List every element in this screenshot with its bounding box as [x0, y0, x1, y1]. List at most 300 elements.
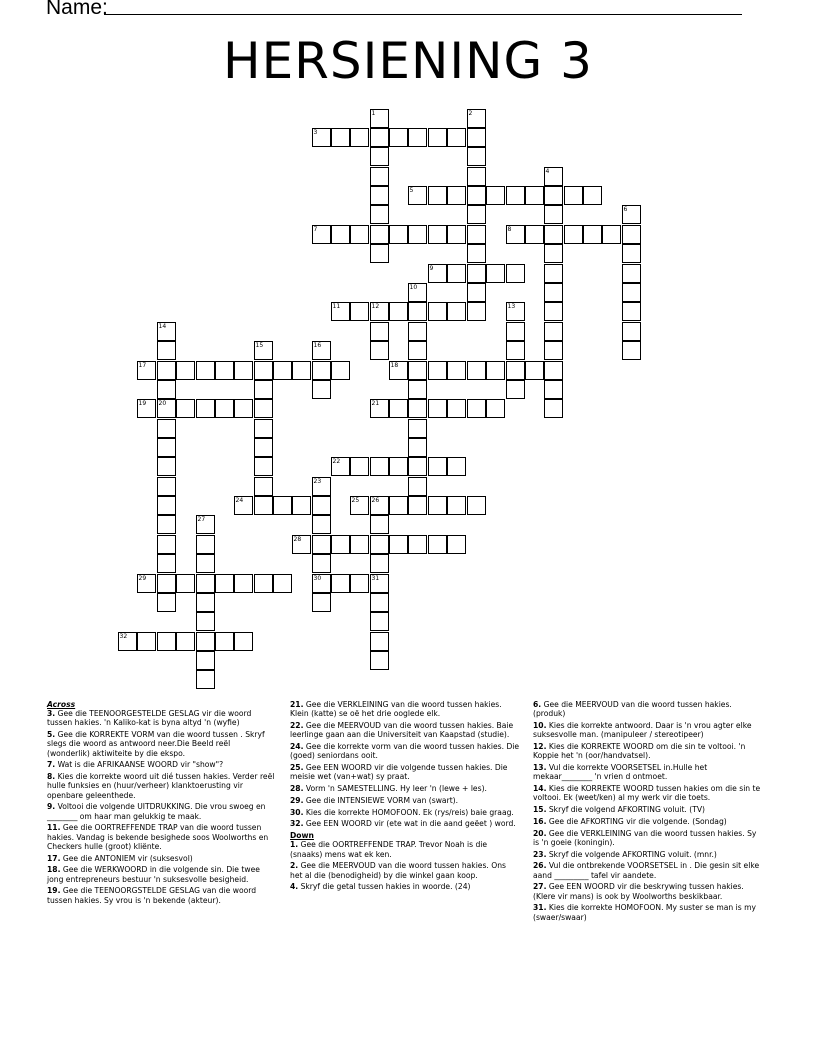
grid-cell[interactable]	[215, 361, 234, 380]
grid-cell[interactable]	[408, 361, 427, 380]
clue-item	[47, 886, 275, 904]
clue-number: 5.	[47, 730, 56, 740]
clue-item	[290, 861, 520, 879]
clue-number-label: 4	[545, 167, 550, 175]
clue-text: Gee die MEERVOUD van die woord tussen hakies. (produk)	[533, 700, 732, 719]
clue-number: 19.	[47, 886, 61, 896]
clue-text: Gee EEN WOORD vir die volgende tussen hakies. Die meisie wet (van+wat) sy praat.	[290, 763, 508, 782]
grid-cell[interactable]	[428, 535, 447, 554]
grid-cell[interactable]	[370, 341, 389, 360]
grid-cell[interactable]	[428, 457, 447, 476]
grid-cell[interactable]	[622, 283, 641, 302]
grid-cell[interactable]	[292, 361, 311, 380]
grid-cell[interactable]	[331, 535, 350, 554]
clue-number-label: 14	[158, 322, 167, 330]
grid-cell[interactable]	[564, 186, 583, 205]
grid-cell[interactable]	[506, 264, 525, 283]
grid-cell[interactable]	[157, 341, 176, 360]
grid-cell[interactable]	[486, 264, 505, 283]
clue-item	[290, 700, 520, 718]
clue-text: Voltooi die volgende UITDRUKKING. Die vrou swoeg en ________ om haar man gelukkig te maak.	[47, 802, 266, 821]
grid-cell[interactable]	[196, 632, 215, 651]
grid-cell[interactable]	[234, 574, 253, 593]
clue-item	[47, 802, 275, 820]
clue-number: 8.	[47, 772, 56, 782]
clue-number: 15.	[533, 805, 547, 814]
grid-cell[interactable]	[447, 264, 466, 283]
clue-text: Gee die korrekte vorm van die woord tussen hakies. Die (goed) seniordans ooit.	[290, 742, 520, 761]
clues-column-2	[290, 700, 520, 894]
grid-cell[interactable]	[467, 128, 486, 147]
grid-cell[interactable]	[331, 574, 350, 593]
grid-cell[interactable]	[176, 632, 195, 651]
clue-number-label: 8	[507, 225, 512, 233]
grid-cell[interactable]	[196, 670, 215, 689]
clue-number: 29.	[290, 795, 304, 805]
clue-item	[290, 763, 520, 781]
clue-text: Gee die VERKLEINING van die woord tussen hakies. Klein (katte) se oë het drie ooglede elk.	[290, 700, 502, 719]
grid-cell[interactable]	[486, 186, 505, 205]
grid-cell[interactable]	[408, 438, 427, 457]
grid-cell[interactable]	[234, 361, 253, 380]
clue-number: 32.	[290, 819, 304, 829]
clue-item	[47, 823, 275, 851]
grid-cell[interactable]	[428, 225, 447, 244]
grid-cell[interactable]	[370, 167, 389, 186]
grid-cell[interactable]	[544, 283, 563, 302]
grid-cell[interactable]	[544, 225, 563, 244]
clue-number: 10.	[533, 721, 547, 730]
grid-cell[interactable]	[544, 186, 563, 205]
grid-cell[interactable]	[157, 593, 176, 612]
grid-cell[interactable]	[544, 264, 563, 283]
clue-item	[533, 850, 763, 859]
grid-cell[interactable]	[176, 399, 195, 418]
grid-cell[interactable]	[370, 651, 389, 670]
grid-cell[interactable]	[447, 457, 466, 476]
clue-text: Skryf die volgende AFKORTING voluit. (mnr.)	[546, 849, 717, 859]
grid-cell[interactable]	[370, 612, 389, 631]
grid-cell[interactable]	[544, 380, 563, 399]
grid-cell[interactable]	[447, 535, 466, 554]
clue-number-label: 1	[371, 109, 376, 117]
grid-cell[interactable]	[622, 225, 641, 244]
grid-cell[interactable]	[370, 225, 389, 244]
grid-cell[interactable]	[370, 593, 389, 612]
grid-cell[interactable]	[408, 225, 427, 244]
grid-cell[interactable]	[525, 361, 544, 380]
grid-cell[interactable]	[408, 322, 427, 341]
name-label-text: Name:	[46, 0, 108, 19]
grid-cell[interactable]	[273, 361, 292, 380]
clue-number-label: 9	[429, 264, 434, 272]
grid-cell[interactable]	[544, 341, 563, 360]
grid-cell[interactable]	[196, 399, 215, 418]
grid-cell[interactable]	[602, 225, 621, 244]
clue-number: 18.	[47, 865, 61, 875]
grid-cell[interactable]	[447, 128, 466, 147]
clue-number-label: 19	[138, 399, 147, 407]
clue-number: 7.	[47, 760, 56, 770]
clue-item	[47, 730, 275, 758]
grid-cell[interactable]	[370, 244, 389, 263]
grid-cell[interactable]	[447, 361, 466, 380]
clue-text: Kies die korrekte HOMOFOON. My suster se man is my (swaer/swaar)	[533, 903, 756, 922]
clue-text: Gee die TEENOORGESTELDE GESLAG vir die woord tussen hakies. 'n Kaliko-kat is byna altyd 'n (wyfie)	[47, 709, 252, 728]
grid-cell[interactable]	[254, 380, 273, 399]
grid-cell[interactable]	[157, 457, 176, 476]
grid-cell[interactable]	[196, 554, 215, 573]
clue-number: 13.	[533, 763, 547, 772]
grid-cell[interactable]	[408, 302, 427, 321]
grid-cell[interactable]	[157, 535, 176, 554]
grid-cell[interactable]	[467, 225, 486, 244]
clue-number-label: 7	[313, 225, 318, 233]
clue-item	[290, 742, 520, 760]
grid-cell[interactable]	[486, 361, 505, 380]
clue-item	[290, 796, 520, 805]
grid-cell[interactable]	[196, 535, 215, 554]
grid-cell[interactable]	[389, 399, 408, 418]
grid-cell[interactable]	[544, 361, 563, 380]
clue-text: Kies die korrekte HOMOFOON. Ek (rys/reis) baie graag.	[303, 807, 514, 817]
grid-cell[interactable]	[157, 632, 176, 651]
grid-cell[interactable]	[408, 477, 427, 496]
grid-cell[interactable]	[157, 477, 176, 496]
grid-cell[interactable]	[273, 574, 292, 593]
grid-cell[interactable]	[525, 186, 544, 205]
grid-cell[interactable]	[389, 535, 408, 554]
grid-cell[interactable]	[428, 399, 447, 418]
grid-cell[interactable]	[196, 612, 215, 631]
grid-cell[interactable]	[350, 225, 369, 244]
grid-cell[interactable]	[254, 438, 273, 457]
grid-cell[interactable]	[408, 535, 427, 554]
clue-text: Gee die KORREKTE VORM van die woord tussen . Skryf slegs die woord as antwoord neer.Die Beeld reël (wonderlik) aktiwiteite by die ekspo.	[47, 730, 265, 758]
grid-cell[interactable]	[447, 399, 466, 418]
clue-number: 9.	[47, 802, 56, 812]
clue-number-label: 2	[468, 109, 473, 117]
clue-number-label: 11	[332, 302, 341, 310]
clue-text: Gee die INTENSIEWE VORM van (swart).	[303, 795, 459, 805]
clue-item	[47, 760, 275, 769]
grid-cell[interactable]	[370, 554, 389, 573]
grid-cell[interactable]	[331, 225, 350, 244]
grid-cell[interactable]	[215, 399, 234, 418]
grid-cell[interactable]	[370, 322, 389, 341]
clue-number: 14.	[533, 784, 547, 793]
clue-text: Kies die korrekte antwoord. Daar is 'n vrou agter elke suksesvolle man. (manipuleer / stereotipeer)	[533, 721, 752, 740]
grid-cell[interactable]	[254, 419, 273, 438]
clue-item	[533, 721, 763, 739]
grid-cell[interactable]	[234, 399, 253, 418]
grid-cell[interactable]	[157, 496, 176, 515]
clue-number: 2.	[290, 861, 299, 871]
clue-number: 25.	[290, 763, 304, 772]
clue-number-label: 18	[390, 361, 399, 369]
clue-number: 21.	[290, 700, 304, 709]
grid-cell[interactable]	[176, 361, 195, 380]
clue-number: 11.	[47, 823, 61, 833]
clue-number: 28.	[290, 784, 304, 793]
grid-cell[interactable]	[350, 128, 369, 147]
grid-cell[interactable]	[428, 496, 447, 515]
clue-item	[47, 772, 275, 800]
grid-cell[interactable]	[467, 167, 486, 186]
grid-cell[interactable]	[583, 225, 602, 244]
clue-number-label: 22	[332, 457, 341, 465]
grid-cell[interactable]	[622, 322, 641, 341]
clue-text: Gee die OORTREFFENDE TRAP. Trevor Noah is die (snaaks) mens wat ek ken.	[290, 840, 488, 859]
grid-cell[interactable]	[467, 496, 486, 515]
clue-text: Gee die WERKWOORD in die volgende sin. Die twee jong entrepreneurs bestuur 'n suksesvolle besigheid.	[47, 865, 260, 884]
grid-cell[interactable]	[506, 341, 525, 360]
grid-cell[interactable]	[370, 632, 389, 651]
grid-cell[interactable]	[312, 515, 331, 534]
clue-text: Kies die KORREKTE WOORD om die sin te voltooi. 'n Koppie het 'n (oor/handvatsel).	[533, 742, 746, 761]
grid-cell[interactable]	[467, 147, 486, 166]
clue-number-label: 3	[313, 128, 318, 136]
clue-item	[533, 700, 763, 718]
clue-text: Gee die AFKORTING vir die volgende. (Sondag)	[546, 816, 727, 826]
clue-number: 12.	[533, 742, 547, 751]
clue-text: Skryf die getal tussen hakies in woorde. (24)	[298, 882, 471, 892]
grid-cell[interactable]	[622, 341, 641, 360]
clue-text: Wat is die AFRIKAANSE WOORD vir "show"?	[55, 760, 224, 770]
grid-cell[interactable]	[544, 302, 563, 321]
grid-cell[interactable]	[215, 632, 234, 651]
grid-cell[interactable]	[196, 361, 215, 380]
grid-cell[interactable]	[447, 302, 466, 321]
clue-item	[290, 840, 520, 858]
grid-cell[interactable]	[428, 302, 447, 321]
grid-cell[interactable]	[254, 496, 273, 515]
grid-cell[interactable]	[157, 574, 176, 593]
clue-item	[290, 882, 520, 891]
grid-cell[interactable]	[467, 302, 486, 321]
grid-cell[interactable]	[234, 632, 253, 651]
grid-cell[interactable]	[544, 205, 563, 224]
clue-number-label: 25	[351, 496, 360, 504]
clue-section-header: Across	[47, 700, 76, 709]
grid-cell[interactable]	[447, 186, 466, 205]
clue-number-label: 12	[371, 302, 380, 310]
clue-number-label: 23	[313, 477, 322, 485]
grid-cell[interactable]	[350, 302, 369, 321]
clue-number-label: 24	[235, 496, 244, 504]
clue-item	[533, 861, 763, 879]
grid-cell[interactable]	[408, 457, 427, 476]
grid-cell[interactable]	[350, 535, 369, 554]
grid-cell[interactable]	[254, 361, 273, 380]
grid-cell[interactable]	[389, 302, 408, 321]
grid-cell[interactable]	[157, 361, 176, 380]
clues-column-1	[47, 700, 275, 907]
grid-cell[interactable]	[389, 225, 408, 244]
clue-text: Skryf die volgend AFKORTING voluit. (TV)	[546, 805, 706, 814]
grid-cell[interactable]	[254, 457, 273, 476]
grid-cell[interactable]	[428, 128, 447, 147]
grid-cell[interactable]	[157, 554, 176, 573]
grid-cell[interactable]	[544, 322, 563, 341]
grid-cell[interactable]	[312, 593, 331, 612]
clue-item	[47, 709, 275, 727]
grid-cell[interactable]	[428, 361, 447, 380]
clue-item	[533, 903, 763, 921]
clue-number-label: 29	[138, 574, 147, 582]
grid-cell[interactable]	[622, 302, 641, 321]
clues-column-3	[533, 700, 763, 924]
clue-item	[533, 817, 763, 826]
clue-number-label: 6	[623, 205, 628, 213]
grid-cell[interactable]	[506, 361, 525, 380]
grid-cell[interactable]	[583, 186, 602, 205]
grid-cell[interactable]	[506, 322, 525, 341]
clue-number: 27.	[533, 882, 547, 892]
grid-cell[interactable]	[622, 244, 641, 263]
clue-text: Kies die KORREKTE WOORD tussen hakies om die sin te voltooi. Ek (weet/ken) al my werk vir die toets.	[533, 784, 761, 803]
clue-number: 20.	[533, 828, 547, 838]
clue-number-label: 26	[371, 496, 380, 504]
grid-cell[interactable]	[157, 380, 176, 399]
clue-item	[533, 805, 763, 814]
grid-cell[interactable]	[467, 361, 486, 380]
grid-cell[interactable]	[447, 496, 466, 515]
grid-cell[interactable]	[370, 535, 389, 554]
clue-item	[290, 819, 520, 828]
grid-cell[interactable]	[370, 515, 389, 534]
clue-text: Gee die MEERVOUD van die woord tussen hakies. Ons het al die (benodigheid) by die winkel gaan koop.	[290, 861, 507, 880]
clue-number-label: 13	[507, 302, 516, 310]
clue-item	[47, 865, 275, 883]
clue-item	[533, 882, 763, 900]
grid-cell[interactable]	[312, 380, 331, 399]
grid-cell[interactable]	[312, 535, 331, 554]
grid-cell[interactable]	[196, 651, 215, 670]
clue-item	[290, 808, 520, 817]
clue-text: Vul die korrekte VOORSETSEL in.Hulle het mekaar________ 'n vrien d ontmoet.	[533, 763, 708, 782]
grid-cell[interactable]	[273, 496, 292, 515]
grid-cell[interactable]	[486, 399, 505, 418]
grid-cell[interactable]	[312, 554, 331, 573]
clue-text: Gee EEN WOORD vir (ete wat in die aand geëet ) word.	[303, 819, 516, 829]
grid-cell[interactable]	[176, 574, 195, 593]
clue-text: Gee die MEERVOUD van die woord tussen hakies. Baie leerlinge gaan aan die Universiteit van Kaapstad (studie).	[290, 721, 514, 740]
grid-cell[interactable]	[506, 380, 525, 399]
clue-item	[290, 721, 520, 739]
clue-number-label: 16	[313, 341, 322, 349]
grid-cell[interactable]	[331, 128, 350, 147]
grid-cell[interactable]	[215, 574, 234, 593]
grid-cell[interactable]	[350, 457, 369, 476]
clue-item	[533, 763, 763, 781]
grid-cell[interactable]	[370, 147, 389, 166]
grid-cell[interactable]	[544, 244, 563, 263]
grid-cell[interactable]	[312, 496, 331, 515]
grid-cell[interactable]	[370, 205, 389, 224]
clue-item	[533, 829, 763, 847]
grid-cell[interactable]	[408, 128, 427, 147]
clue-text: Gee die ANTONIEM vir (suksesvol)	[60, 853, 193, 863]
clue-number: 1.	[290, 840, 299, 850]
clue-text: Vul die ontbrekende VOORSETSEL in . Die gesin sit elke aand _________ tafel vir aandete.	[533, 861, 760, 880]
clue-number: 16.	[533, 816, 547, 826]
clue-number-label: 27	[197, 515, 206, 523]
grid-cell[interactable]	[157, 515, 176, 534]
grid-cell[interactable]	[312, 361, 331, 380]
grid-cell[interactable]	[331, 361, 350, 380]
clue-number: 30.	[290, 807, 304, 817]
grid-cell[interactable]	[254, 477, 273, 496]
grid-cell[interactable]	[370, 457, 389, 476]
clue-number: 6.	[533, 700, 542, 709]
grid-cell[interactable]	[525, 225, 544, 244]
clue-number: 3.	[47, 709, 56, 719]
grid-cell[interactable]	[467, 244, 486, 263]
grid-cell[interactable]	[389, 457, 408, 476]
grid-cell[interactable]	[564, 225, 583, 244]
grid-cell[interactable]	[292, 496, 311, 515]
clue-text: Gee die OORTREFFENDE TRAP van die woord tussen hakies. Vandag is bekende besighede soos Woolworths en Checkers hulle (groot) kliënte.	[47, 823, 269, 851]
grid-cell[interactable]	[408, 380, 427, 399]
grid-cell[interactable]	[389, 128, 408, 147]
clue-section-header: Down	[290, 831, 314, 841]
grid-cell[interactable]	[467, 186, 486, 205]
clue-text: Gee EEN WOORD vir die beskrywing tussen hakies. (Klere vir mans) is ook by Woolworths beskikbaar.	[533, 882, 744, 901]
clue-item	[533, 742, 763, 760]
grid-cell[interactable]	[389, 496, 408, 515]
grid-cell[interactable]	[196, 593, 215, 612]
clue-number-label: 30	[313, 574, 322, 582]
clue-number: 4.	[290, 882, 299, 892]
clue-number: 23.	[533, 849, 547, 859]
clue-number: 26.	[533, 861, 547, 871]
grid-cell[interactable]	[370, 128, 389, 147]
clue-number-label: 17	[138, 361, 147, 369]
grid-cell[interactable]	[370, 186, 389, 205]
grid-cell[interactable]	[428, 186, 447, 205]
grid-cell[interactable]	[622, 264, 641, 283]
grid-cell[interactable]	[254, 399, 273, 418]
clue-number-label: 28	[293, 535, 302, 543]
clue-number: 17.	[47, 853, 61, 863]
grid-cell[interactable]	[467, 205, 486, 224]
grid-cell[interactable]	[506, 186, 525, 205]
grid-cell[interactable]	[408, 419, 427, 438]
grid-cell[interactable]	[350, 574, 369, 593]
grid-cell[interactable]	[408, 399, 427, 418]
clue-item	[290, 784, 520, 793]
grid-cell[interactable]	[447, 225, 466, 244]
grid-cell[interactable]	[544, 399, 563, 418]
clue-text: Gee die TEENOORGSTELDE GESLAG van die woord tussen hakies. Sy vrou is 'n bekende (akteur).	[47, 886, 257, 905]
grid-cell[interactable]	[157, 419, 176, 438]
grid-cell[interactable]	[467, 264, 486, 283]
clue-item	[533, 784, 763, 802]
grid-cell[interactable]	[467, 399, 486, 418]
grid-cell[interactable]	[157, 438, 176, 457]
page-title: HERSIENING 3	[222, 32, 593, 90]
grid-cell[interactable]	[408, 341, 427, 360]
grid-cell[interactable]	[467, 283, 486, 302]
clue-number: 22.	[290, 721, 304, 730]
clue-number-label: 5	[409, 186, 414, 194]
grid-cell[interactable]	[137, 632, 156, 651]
clue-number-label: 15	[255, 341, 264, 349]
grid-cell[interactable]	[408, 496, 427, 515]
grid-cell[interactable]	[254, 574, 273, 593]
grid-cell[interactable]	[196, 574, 215, 593]
